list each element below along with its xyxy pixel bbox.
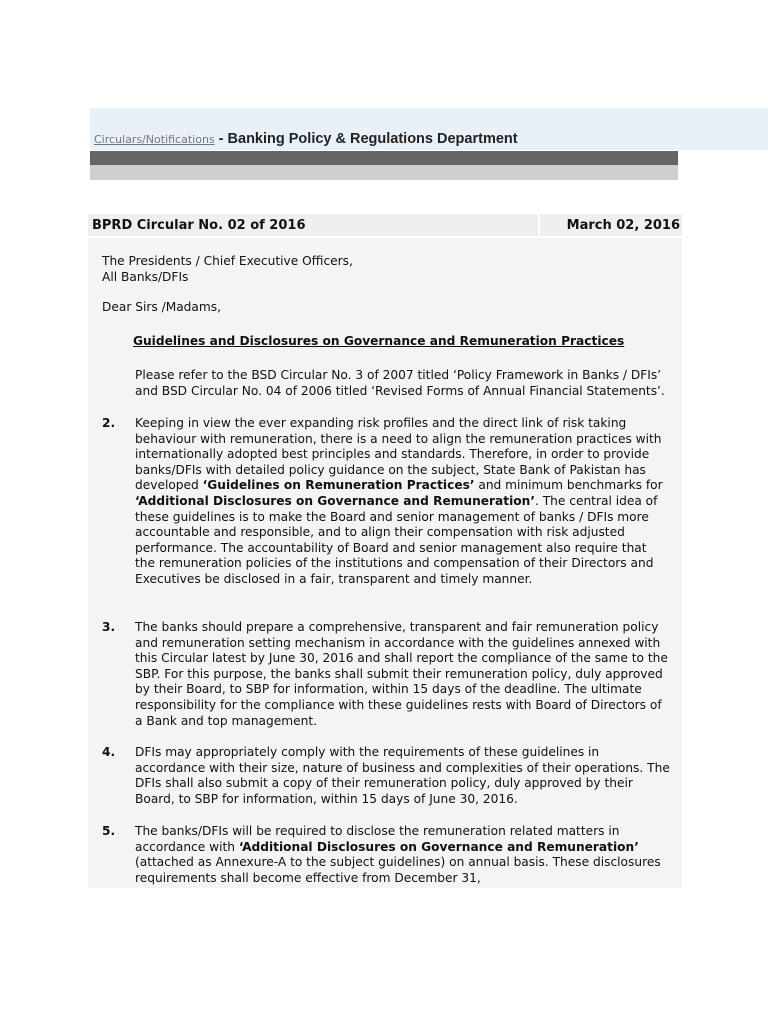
- addressee-line-1: The Presidents / Chief Executive Officers,: [102, 254, 353, 268]
- circular-number: BPRD Circular No. 02 of 2016: [92, 218, 306, 233]
- paragraph-5-text-b: (attached as Annexure-A to the subject guidelines) on annual basis. These disclosures requirements shall become effective from December 31,: [135, 855, 661, 885]
- salutation: Dear Sirs /Madams,: [102, 300, 221, 314]
- paragraph-2-text-c: . The central idea of these guidelines is to make the Board and senior management of banks / DFIs more accountable and responsible, and to align their compensation with risk adjusted performance. The accountability of Board and senior management also require that the remuneration policies of the institutions and compensation of their Directors and Executives be disclosed in a fair, transparent and timely manner.: [135, 493, 658, 586]
- circular-date: March 02, 2016: [566, 218, 680, 233]
- paragraph-number-4: 4.: [102, 745, 116, 759]
- paragraph-number-5: 5.: [102, 824, 116, 838]
- circular-number-cell: [88, 214, 538, 236]
- breadcrumb-link[interactable]: Circulars/Notifications: [94, 133, 215, 146]
- circular-header-row: [88, 214, 682, 236]
- paragraph-1: Please refer to the BSD Circular No. 3 of 2007 titled ‘Policy Framework in Banks / DFIs’ and BSD Circular No. 04 of 2006 titled ‘Revised Forms of Annual Financial Statements’.: [135, 368, 665, 398]
- page-header: [94, 128, 518, 147]
- circular-body: [88, 238, 682, 888]
- subject-heading: Guidelines and Disclosures on Governance and Remuneration Practices: [133, 334, 625, 348]
- paragraph-5-bold-a: ‘Additional Disclosures on Governance and Remuneration’: [238, 839, 639, 854]
- paragraph-2-bold-b: ‘Additional Disclosures on Governance and Remuneration’: [135, 493, 535, 508]
- paragraph-2: [135, 416, 670, 588]
- paragraph-number-2: 2.: [102, 416, 116, 430]
- addressee-line-2: All Banks/DFIs: [102, 269, 189, 284]
- header-separator: -: [214, 131, 228, 147]
- paragraph-5: [135, 824, 670, 886]
- addressee: [102, 254, 353, 285]
- paragraph-2-text-b: and minimum benchmarks for: [474, 478, 663, 493]
- divider-bar-dark: [90, 151, 678, 165]
- divider-bar-light: [90, 165, 678, 180]
- circular-date-cell: [540, 214, 682, 236]
- paragraph-number-3: 3.: [102, 620, 116, 634]
- paragraph-4: DFIs may appropriately comply with the requirements of these guidelines in accordance with their size, nature of business and complexities of their operations. The DFIs shall also submit a copy of their remuneration policy, duly approved by their Board, to SBP for information, within 15 days of June 30, 2016.: [135, 745, 670, 806]
- department-title: Banking Policy & Regulations Department: [227, 131, 518, 147]
- paragraph-5-text-a: The banks/DFIs will be required to disclose the remuneration related matters in accordance with: [135, 824, 620, 854]
- paragraph-3: The banks should prepare a comprehensive, transparent and fair remuneration policy and remuneration setting mechanism in accordance with the guidelines annexed with this Circular latest by June 30, 2016 and shall report the compliance of the same to the SBP. For this purpose, the banks shall submit their remuneration policy, duly approved by their Board, to SBP for information, within 15 days of the deadline. The ultimate responsibility for the compliance with these guidelines rests with Board of Directors of a Bank and top management.: [135, 620, 668, 728]
- paragraph-2-text-a: Keeping in view the ever expanding risk profiles and the direct link of risk taking behaviour with remuneration, there is a need to align the remuneration practices with internationally adopted best principles and standards. Therefore, in order to provide banks/DFIs with detailed policy guidance on the subject, State Bank of Pakistan has developed: [135, 416, 662, 493]
- paragraph-2-bold-a: ‘Guidelines on Remuneration Practices’: [202, 478, 475, 493]
